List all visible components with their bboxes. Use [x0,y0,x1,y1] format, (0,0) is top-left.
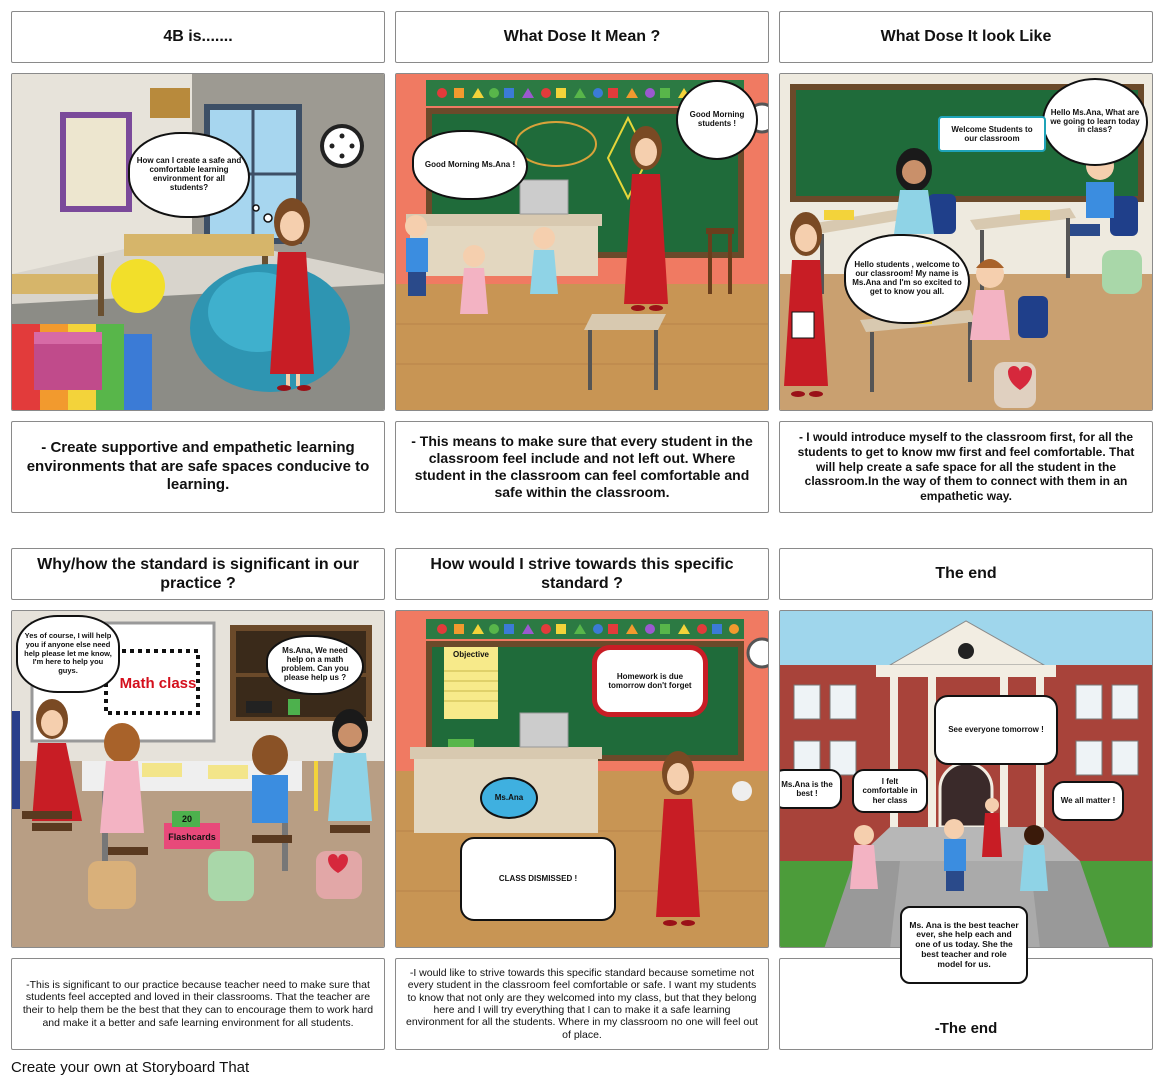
panel-6-description: -The end [779,958,1153,1050]
panel-3-scene [779,73,1153,411]
speech-bubble-teacher: Yes of course, I will help you if anyone else need help please let me know, I'm here to help you guys. [16,615,120,693]
panel-3-title: What Dose It look Like [779,11,1153,63]
panel-2-scene [395,73,769,411]
name-cloud: Ms.Ana [480,777,538,819]
panel-3-description: - I would introduce myself to the classroom first, for all the students to get to know mw first and feel comfortable. That will help create a safe space for all the student in the classroom.In the way of them to connect with them in an empathetic way. [779,421,1153,513]
thought-bubble-students: Good Morning Ms.Ana ! [412,130,528,200]
thought-bubble-students: Ms.Ana, We need help on a math problem. Can you please help us ? [266,635,364,695]
welcome-banner: Welcome Students to our classroom [938,116,1046,152]
panel-4-description: -This is significant to our practice because teacher need to make sure that students feel accepted and loved in their classrooms. That the teacher are their to help them be the best that they can to encourage them to work hard and make it a better and safe learning environment for all students. [11,958,385,1050]
flashcards-label: Flashcards [168,832,216,842]
homework-sign: Homework is due tomorrow don't forget [592,645,708,717]
flashcard-count: 20 [181,814,192,824]
panel-5-description: -I would like to strive towards this specific standard because sometime not every student in the classroom feel comfortable or safe. I want my students to know that not only are they welcomed into my class, but that they belong here and I will try everything that I can to make it a safe learning environment for all the students. Where in my classroom no one will feel out of place. [395,958,769,1050]
panel-5-scene [395,610,769,948]
thought-bubble-teacher: How can I create a safe and comfortable learning environment for all students? [128,132,250,218]
footer-credit[interactable]: Create your own at Storyboard That [11,1059,250,1076]
panel-6-title: The end [779,548,1153,600]
speech-bubble-student-1: Ms.Ana is the best ! [779,769,842,809]
panel-6-scene [779,610,1153,948]
panel-2-title: What Dose It Mean ? [395,11,769,63]
speech-bubble-teacher-intro: Hello students , welcome to our classroom! My name is Ms.Ana and I'm so excited to get to know you all. [844,234,970,324]
panel-1-scene [11,73,385,411]
classroom-corner-illustration [12,74,385,411]
panel-1-description: - Create supportive and empathetic learning environments that are safe spaces conducive to learning. [11,421,385,513]
panel-2-description: - This means to make sure that every student in the classroom feel include and not left out. Where student in the classroom can feel comfortable and safe within the classroom. [395,421,769,513]
speech-bubble-teacher: See everyone tomorrow ! [934,695,1058,765]
speech-bubble-student: Hello Ms.Ana, What are we going to learn today in class? [1042,78,1148,166]
panel-1-title: 4B is....... [11,11,385,63]
objective-poster-label: Objective [452,649,489,659]
speech-bubble-dismissed: CLASS DISMISSED ! [460,837,616,921]
math-class-board-label: Math class [119,674,197,692]
panel-4-scene [11,610,385,948]
speech-bubble-student-3: We all matter ! [1052,781,1124,821]
speech-bubble-teacher: Good Morning students ! [676,80,758,160]
speech-bubble-student-2: I felt comfortable in her class [852,769,928,813]
panel-4-title: Why/how the standard is significant in our practice ? [11,548,385,600]
speech-bubble-student-4: Ms. Ana is the best teacher ever, she help each and one of us today. She the best teacher and role model for us. [900,906,1028,984]
panel-5-title: How would I strive towards this specific standard ? [395,548,769,600]
